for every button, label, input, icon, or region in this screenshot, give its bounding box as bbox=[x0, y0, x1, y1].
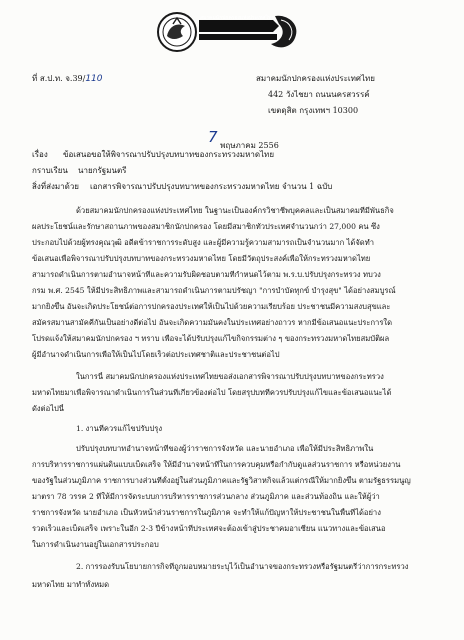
body-line: ในการนี้ สมาคมนักปกครองแห่งประเทศไทยขอส่งเอกสารพิจารณาปรับปรุงบทบาทของกระทรวง bbox=[76, 372, 384, 381]
document-number bbox=[32, 74, 103, 84]
body-line: กรม พ.ศ. 2545 ให้มีประสิทธิภาพและสามารถดำเนินการตามปรัชญา "การบำบัดทุกข์ บำรุงสุข" ได้อย่างสมบูรณ์ bbox=[32, 286, 396, 295]
date bbox=[208, 128, 279, 150]
body-line: มหาดไทยมาเพื่อพิจารณาดำเนินการในส่วนที่เกี่ยวข้องต่อไป โดยสรุปบทที่ควรปรับปรุงแก้ไขและข้อเสนอแนะได้ bbox=[32, 388, 392, 397]
org-name: สมาคมนักปกครองแห่งประเทศไทย bbox=[256, 74, 375, 83]
body-line: ผลประโยชน์และรักษาสถานภาพของสมาชิกนักปกครอง โดยมีสมาชิกทั่วประเทศจำนวนกว่า 27,000 คน ซึ่ง bbox=[32, 222, 380, 231]
section-heading: 2. การรองรับนโยบายการกิจที่ถูกมอบหมายระบุไว้เป็นอำนาจของกระทรวงหรือรัฐมนตรีว่าการกระทรวง bbox=[76, 562, 409, 571]
body-line: ราชการจังหวัด นายอำเภอ เป็นหัวหน้าส่วนราชการในภูมิภาค จะทำให้แก้ปัญหาให้ประชาชนในพื้นที่ได้อย่าง bbox=[32, 508, 381, 517]
handwritten-date-day: 7 bbox=[208, 128, 218, 146]
date-month-year: พฤษภาคม 2556 bbox=[220, 141, 279, 150]
body-line: มาตรา 78 วรรค 2 ที่ให้มีการจัดระบบการบริหารราชการส่วนกลาง ส่วนภูมิภาค และส่วนท้องถิ่น และให้ผู้ว่า bbox=[32, 492, 380, 501]
address-line-1: 442 วังไชยา ถนนนครสวรรค์ bbox=[268, 90, 370, 99]
body-line: ผู้มีอำนาจดำเนินการเพื่อให้เป็นไปโดยเร็วต่อประเทศชาติและประชาชนต่อไป bbox=[32, 350, 280, 359]
body-line: การบริหารราชการแผ่นดินแบบเบ็ดเสร็จ ให้มีอำนาจหน้าที่ในการควบคุมหรือกำกับดูแลส่วนราชการ หรือหน่วยงาน bbox=[32, 460, 401, 469]
handwritten-number: 110 bbox=[85, 74, 103, 84]
body-line: ดังต่อไปนี้ bbox=[32, 404, 64, 413]
to-text: นายกรัฐมนตรี bbox=[78, 166, 127, 175]
body-line: โปรดแจ้งให้สมาคมนักปกครอง ฯ ทราบ เพื่อจะได้ปรับปรุงแก้ไขกิจกรรมต่าง ๆ ของกระทรวงมหาดไทยสมบัติผล bbox=[32, 334, 390, 343]
logo-text: สมาคมนักปกครองแห่งประเทศไทย bbox=[200, 15, 275, 21]
body-line: สมัครสมานสามัคคีกันเป็นอย่างดีต่อไป อันจะเกิดความมั่นคงในประเทศอย่างถาวร หากมีข้อเสนอแนะประการใด bbox=[32, 318, 393, 327]
body-line: รวดเร็วและเบ็ดเสร็จ เพราะในอีก 2-3 ปีข้างหน้าที่ประเทศจะต้องเข้าสู่ประชาคมอาเซียน แนวทางและข้อเสนอ bbox=[32, 524, 386, 533]
section-heading: 1. งานที่ควรแก้ไขปรับปรุง bbox=[76, 424, 163, 433]
body-line: ปรับปรุงบทบาทอำนาจหน้าที่ของผู้ว่าราชการจังหวัด และนายอำเภอ เพื่อให้มีประสิทธิภาพใน bbox=[76, 444, 374, 453]
body-line: ของรัฐในส่วนภูมิภาค ราชการบางส่วนที่ตั้งอยู่ในส่วนภูมิภาคและรัฐวิสาหกิจแล้วแต่กรณีให้มากยิ่งขึ้น ตามรัฐธรรมนูญ bbox=[32, 476, 411, 485]
address-line-2: เขตดุสิต กรุงเทพฯ 10300 bbox=[268, 106, 359, 115]
body-line: มหาดไทย มาทำทั้งหมด bbox=[32, 580, 110, 589]
body-line: ด้วยสมาคมนักปกครองแห่งประเทศไทย ในฐานะเป็นองค์กรวิชาชีพบุคคลและเป็นสมาคมที่มีพันธกิจ bbox=[76, 206, 394, 215]
document-number-prefix: ที่ ส.ป.ท. จ.39/ bbox=[32, 74, 86, 83]
body-line: สามารถดำเนินการตามอำนาจหน้าที่และความรับผิดชอบตามที่กำหนดไว้ตาม พ.ร.บ.ปรับปรุงกระทรวง ทบวง bbox=[32, 270, 381, 279]
body-line: ข้อเสนอเพื่อพิจารณาปรับปรุงบทบาทของกระทรวงมหาดไทย โดยมีวัตถุประสงค์เพื่อให้กระทรวงมหาดไทย bbox=[32, 254, 371, 263]
to-label: กราบเรียน bbox=[32, 166, 68, 175]
body-line: ประกอบไปด้วยผู้ทรงคุณวุฒิ อดีตข้าราชการระดับสูง และผู้มีความรู้ความสามารถเป็นจำนวนมาก ได้จัดทำ bbox=[32, 238, 375, 247]
enclosure-label: สิ่งที่ส่งมาด้วย bbox=[32, 182, 79, 191]
body-line: มากยิ่งขึ้น อันจะเกิดประโยชน์ต่อการปกครองประเทศให้เป็นไปด้วยความเรียบร้อย ประชาชนมีความสงบสุขและ bbox=[32, 302, 391, 311]
subject-label: เรื่อง bbox=[32, 150, 48, 159]
body-line: ในการดำเนินงานอยู่ในเอกสารประกอบ bbox=[32, 540, 159, 549]
subject-text: ข้อเสนอขอให้พิจารณาปรับปรุงบทบาทของกระทรวงมหาดไทย bbox=[63, 150, 275, 159]
enclosure-text: เอกสารพิจารณาปรับปรุงบทบาทของกระทรวงมหาดไทย จำนวน 1 ฉบับ bbox=[90, 182, 333, 191]
